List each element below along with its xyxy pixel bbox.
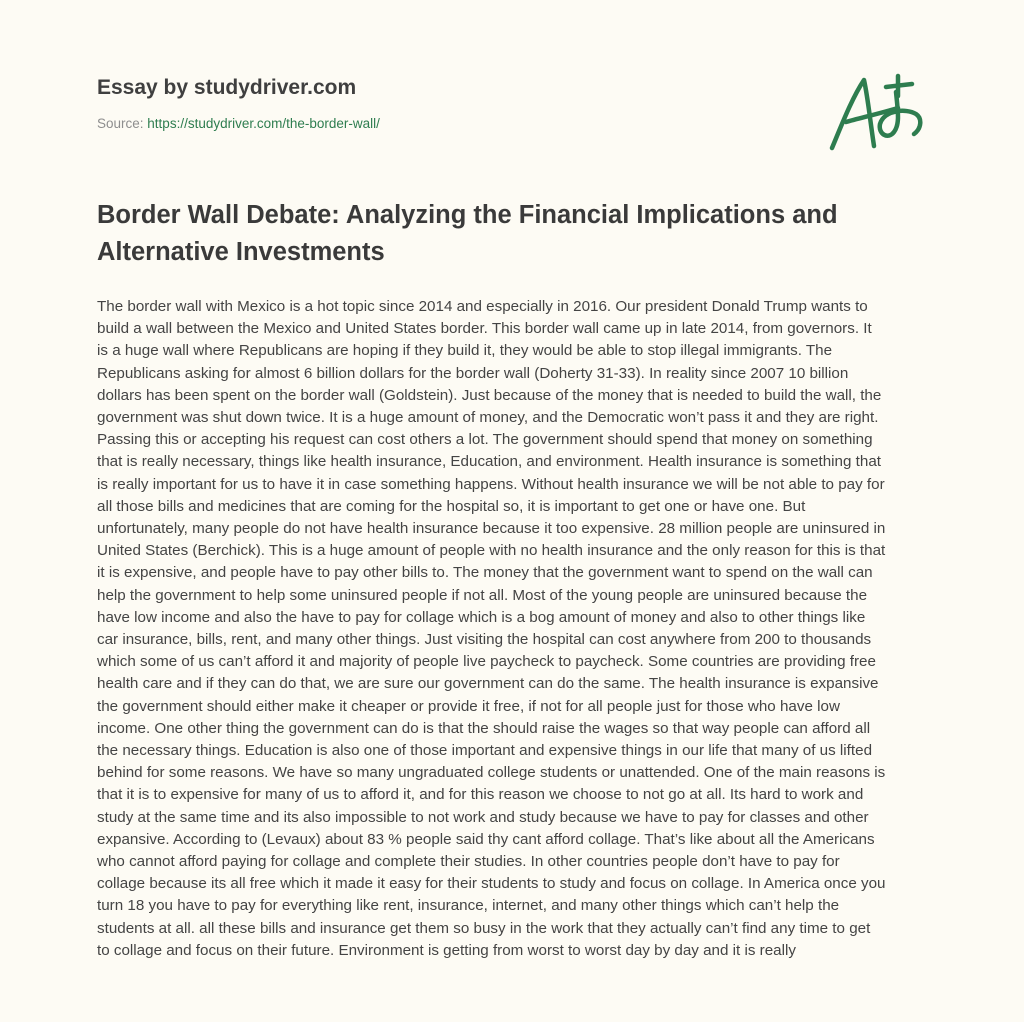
a-plus-logo-icon (826, 68, 928, 158)
source-link[interactable]: https://studydriver.com/the-border-wall/ (147, 116, 380, 131)
essay-by-heading: Essay by studydriver.com (97, 76, 357, 99)
article-body: The border wall with Mexico is a hot topic since 2014 and especially in 2016. Our president Donald Trump wants to build a wall between the Mexico and United States border. This border wall came up in late 2014, from governors. It is a huge wall where Republicans are hoping if they build it, they would be able to stop illegal immigrants. The Republicans asking for almost 6 billion dollars for the border wall (Doherty 31-33). In reality since 2007 10 billion dollars has been spent on the border wall (Goldstein). Just because of the money that is needed to build the wall, the government was shut down twice. It is a huge amount of money, and the Democratic won’t pass it and they are right. Passing this or accepting his request can cost others a lot. The government should spend that money on something that is really necessary, things like health insurance, Education, and environment. Health insurance is something that is really important for us to have it in case something happens. Without health insurance we will be not able to pay for all those bills and medicines that are coming for the hospital so, it is important to get one or have one. But unfortunately, many people do not have health insurance because it too expensive. 28 million people are uninsured in United States (Berchick). This is a huge amount of people with no health insurance and the only reason for this is that it is expensive, and people have to pay other bills to. The money that the government want to spend on the wall can help the government to help some uninsured people if not all. Most of the young people are uninsured because the have low income and also the have to pay for collage which is a bog amount of money and also to other things like car insurance, bills, rent, and many other things. Just visiting the hospital can cost anywhere from 200 to thousands which some of us can’t afford it and majority of people live paycheck to paycheck. Some countries are providing free health care and if they can do that, we are sure our government can do the same. The health insurance is expansive the government should either make it cheaper or provide it free, if not for all people just for those who have low income. One other thing the government can do is that the should raise the wages so that way people can afford all the necessary things. Education is also one of those important and expensive things in our life that many of us lifted behind for some reasons. We have so many ungraduated college students or unattended. One of the main reasons is that it is to expensive for many of us to afford it, and for this reason we choose to not go at all. Its hard to work and study at the same time and its also impossible to not work and study because we have to pay for classes and other expansive. According to (Levaux) about 83 % people said thy cant afford collage. That’s like about all the Americans who cannot afford paying for collage and complete their studies. In other countries people don’t have to pay for collage because its all free which it made it easy for their students to study and focus on collage. In America once you turn 18 you have to pay for everything like rent, insurance, internet, and many other things which can’t help the students at all. all these bills and insurance get them so busy in the work that they actually can’t find any time to get to collage and focus on their future. Environment is getting from worst to worst day by day and it is really (97, 298, 886, 959)
document-header (97, 74, 380, 131)
source-line (97, 116, 380, 131)
article-title: Border Wall Debate: Analyzing the Financial Implications and Alternative Investments (97, 201, 838, 266)
source-label: Source: (97, 116, 144, 131)
